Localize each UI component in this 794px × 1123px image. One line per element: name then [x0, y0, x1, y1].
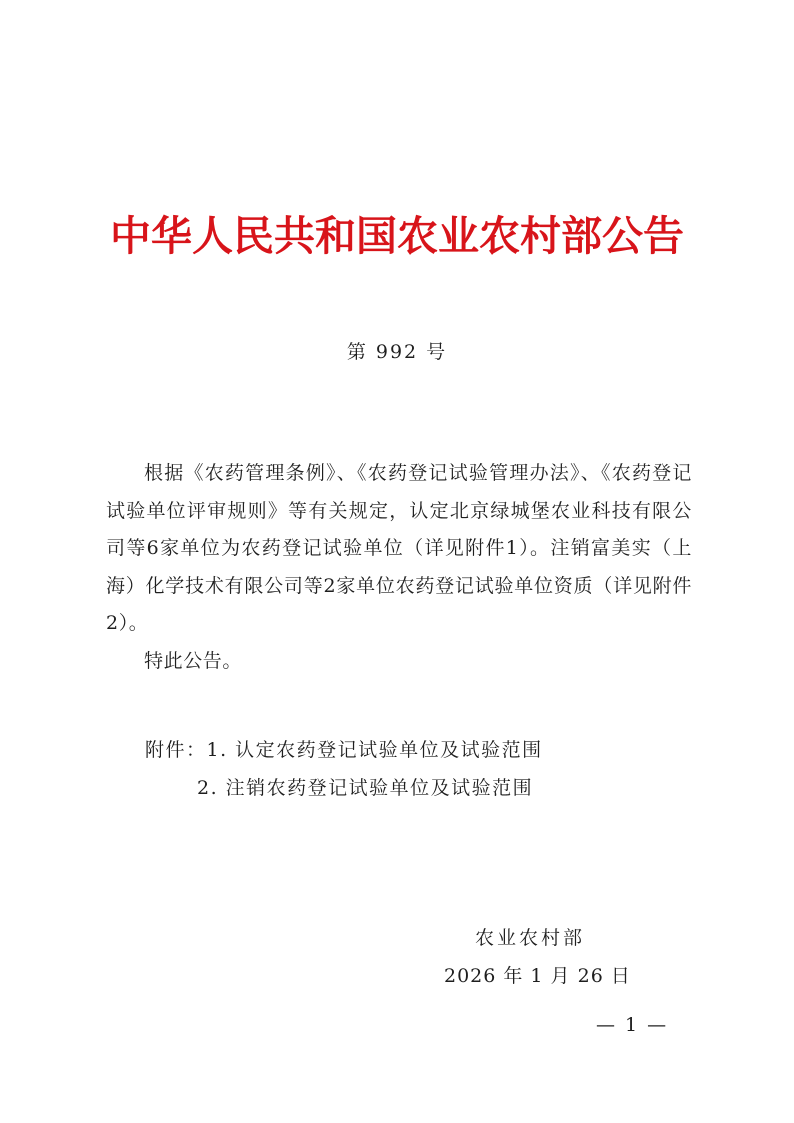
page-title: 中华人民共和国农业农村部公告 [110, 212, 684, 260]
closing-statement: 特此公告。 [144, 649, 243, 672]
attachment-list [145, 731, 543, 807]
document-number: 第 992 号 [346, 341, 448, 363]
attachment-item-2: 2. 注销农药登记试验单位及试验范围 [197, 777, 534, 799]
body-paragraph: 根据《农药管理条例》、《农药登记试验管理办法》、《农药登记试验单位评审规则》等有关规定，认定北京绿城堡农业科技有限公司等6家单位为农药登记试验单位（详见附件1）。注销富美实（上海）化学技术有限公司等2家单位农药登记试验单位资质（详见附件2）。 [106, 462, 692, 634]
issuing-authority: 农业农村部 [475, 927, 586, 949]
announcement-body [106, 455, 692, 680]
page-number: — 1 — [596, 1014, 669, 1036]
attachment-item-1: 附件：1. 认定农药登记试验单位及试验范围 [145, 739, 543, 761]
issue-date: 2026 年 1 月 26 日 [444, 965, 631, 987]
